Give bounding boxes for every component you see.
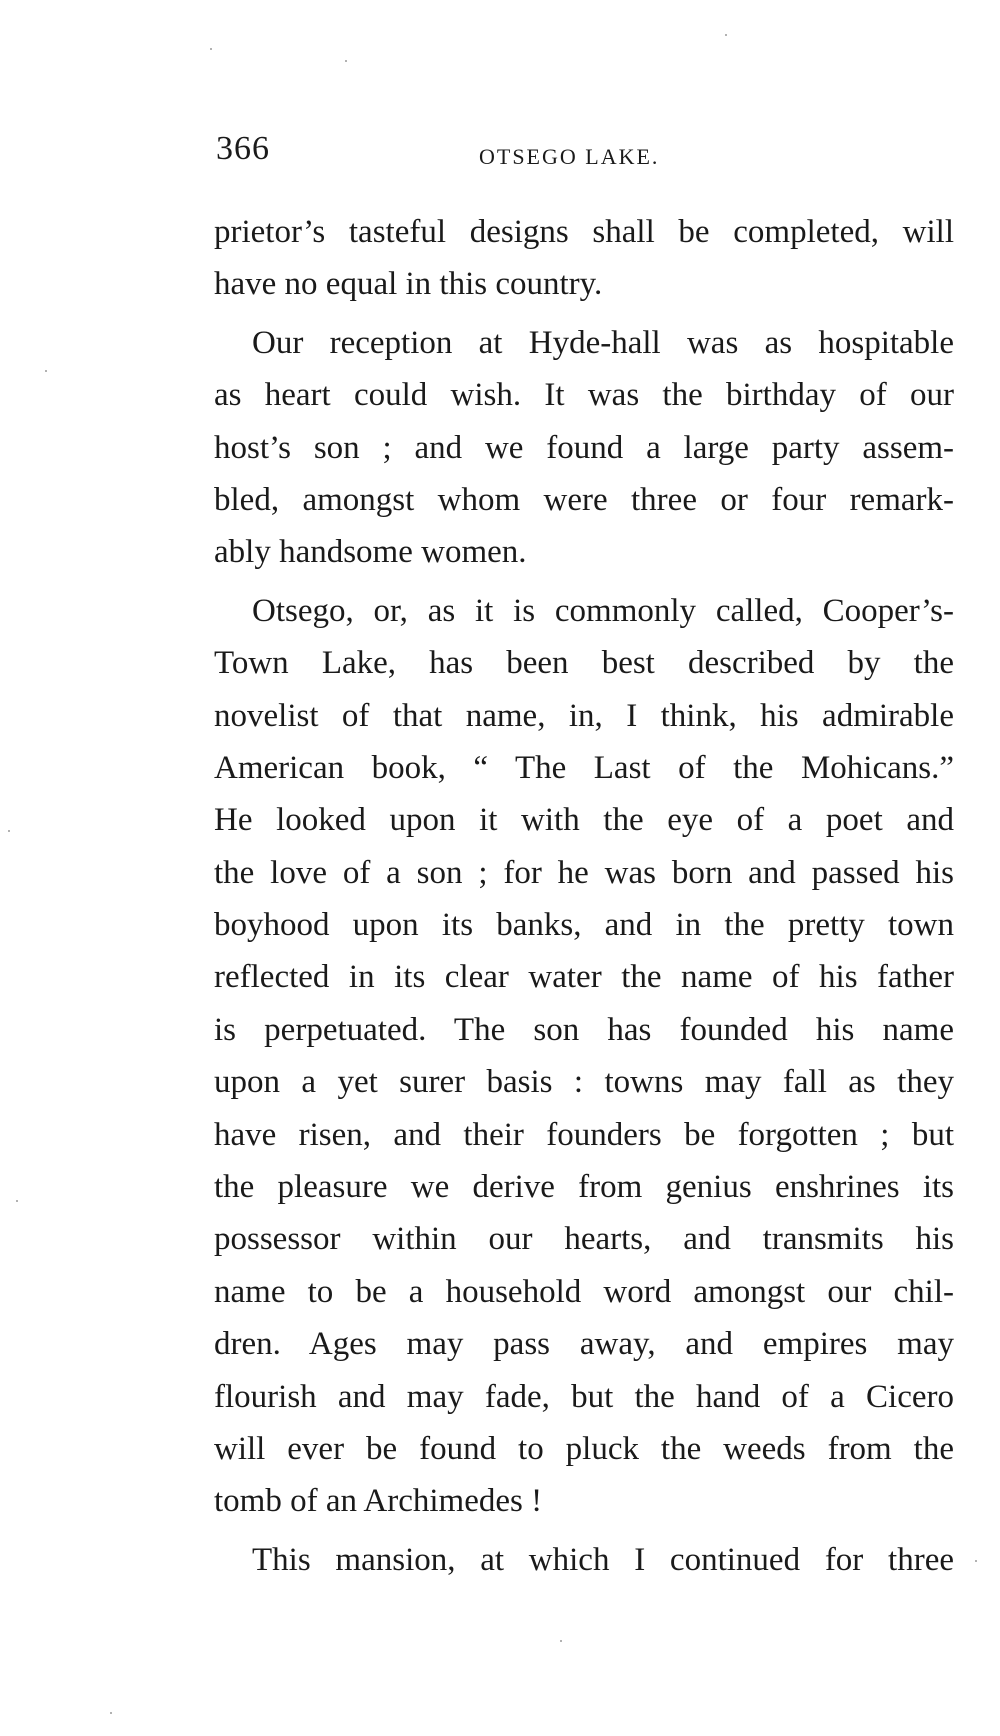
- text-line: will ever be found to pluck the weeds from the: [214, 1430, 954, 1467]
- running-head: [216, 130, 946, 180]
- text-line: This mansion, at which I continued for three: [252, 1541, 954, 1578]
- text-line: host’s son ; and we found a large party assem-: [214, 429, 954, 466]
- text-line: possessor within our hearts, and transmits his: [214, 1221, 954, 1258]
- text-line: bled, amongst whom were three or four remark-: [214, 481, 954, 518]
- text-line: novelist of that name, in, I think, his admirable: [214, 697, 954, 734]
- running-title: OTSEGO LAKE.: [479, 144, 660, 169]
- text-line: ably handsome women.: [214, 534, 527, 571]
- text-line: tomb of an Archimedes !: [214, 1483, 543, 1520]
- paper-speck: [210, 48, 212, 50]
- paper-speck: [345, 60, 347, 62]
- paper-speck: [8, 830, 10, 832]
- text-line: name to be a household word amongst our chil-: [214, 1273, 954, 1310]
- page-number: 366: [216, 130, 270, 167]
- text-line: boyhood upon its banks, and in the pretty town: [214, 907, 954, 944]
- text-line: Town Lake, has been best described by the: [214, 645, 954, 682]
- text-line: upon a yet surer basis : towns may fall as they: [214, 1064, 954, 1101]
- text-line: reflected in its clear water the name of his father: [214, 959, 954, 996]
- text-line: Otsego, or, as it is commonly called, Cooper’s-: [252, 592, 954, 629]
- text-line: as heart could wish. It was the birthday of our: [214, 377, 954, 414]
- text-line: have risen, and their founders be forgotten ; but: [214, 1116, 954, 1153]
- body-text: [214, 206, 954, 1586]
- paper-speck: [16, 1200, 18, 1202]
- text-line: American book, “ The Last of the Mohicans.”: [214, 749, 954, 786]
- paper-speck: [45, 370, 47, 372]
- text-line: the love of a son ; for he was born and passed his: [214, 854, 954, 891]
- paper-speck: [975, 1560, 977, 1562]
- text-line: He looked upon it with the eye of a poet and: [214, 802, 954, 839]
- paper-speck: [725, 34, 727, 36]
- text-line: have no equal in this country.: [214, 266, 603, 303]
- text-line: the pleasure we derive from genius enshrines its: [214, 1169, 954, 1206]
- paper-speck: [560, 1640, 562, 1642]
- paragraph: [214, 317, 954, 579]
- paper-speck: [110, 1712, 112, 1714]
- paragraph: [214, 206, 954, 311]
- paragraph: [214, 585, 954, 1528]
- text-line: flourish and may fade, but the hand of a Cicero: [214, 1378, 954, 1415]
- paragraph: [214, 1534, 954, 1586]
- text-line: is perpetuated. The son has founded his name: [214, 1011, 954, 1048]
- text-line: Our reception at Hyde-hall was as hospitable: [252, 324, 954, 361]
- text-line: prietor’s tasteful designs shall be completed, will: [214, 214, 954, 250]
- text-line: dren. Ages may pass away, and empires may: [214, 1326, 954, 1363]
